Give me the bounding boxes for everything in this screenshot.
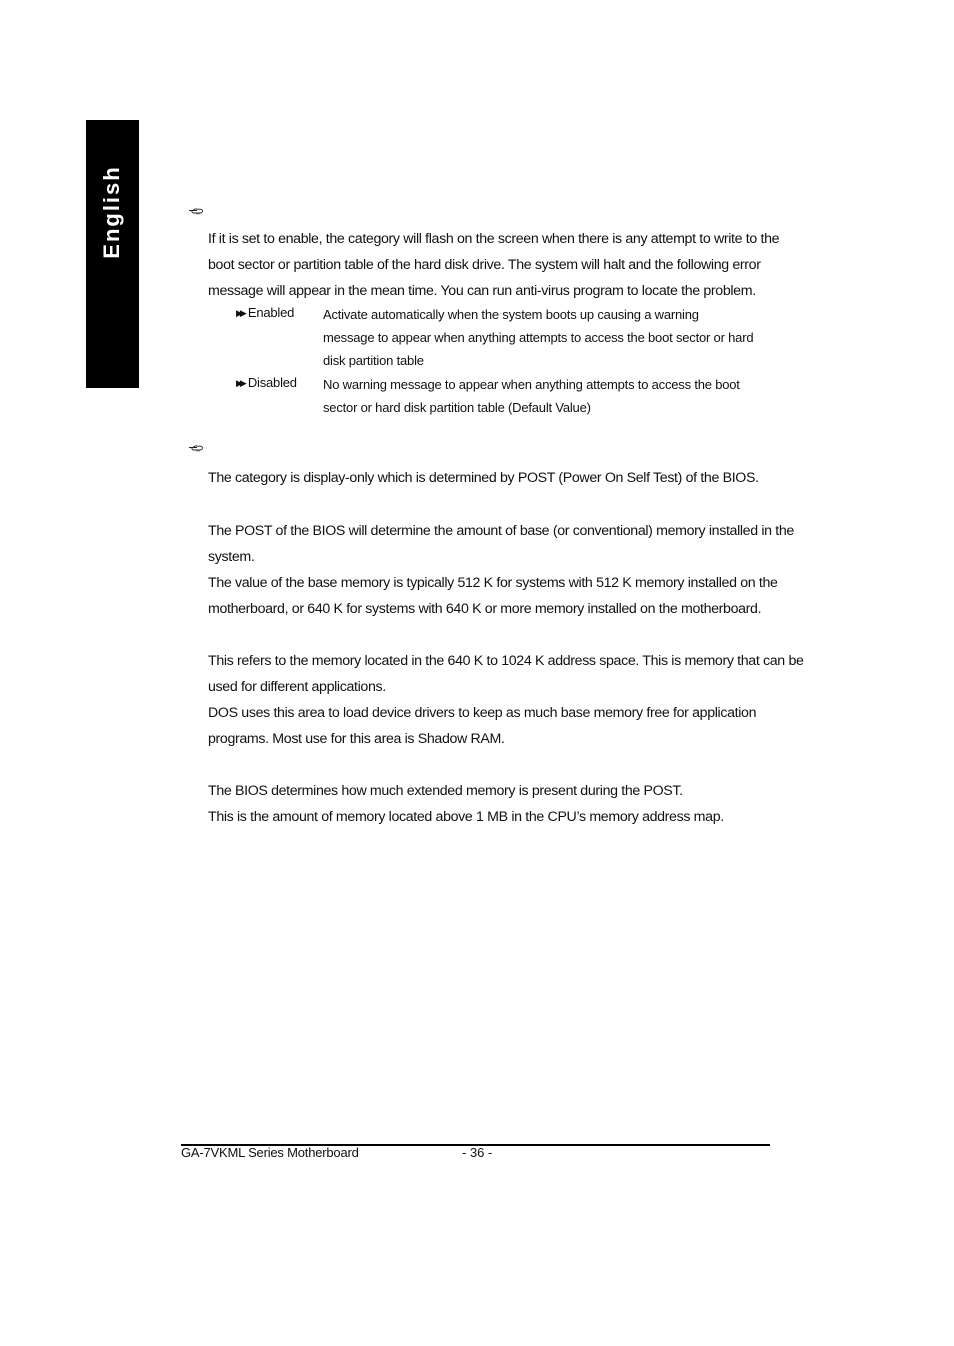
upper-memory-paragraph — [208, 648, 804, 752]
text-line: message to appear when anything attempts to access the boot sector or hard — [323, 330, 754, 345]
bios-virus-warning-description — [208, 226, 780, 304]
option-label: ▶▶ Disabled — [236, 375, 297, 390]
option-disabled-description — [323, 373, 768, 419]
double-arrow-icon: ▶▶ — [236, 308, 244, 318]
text-line: The category is display-only which is determined by POST (Power On Self Test) of the BIOS. — [208, 470, 759, 486]
text-line: system. — [208, 549, 255, 565]
display-only-category-note — [208, 465, 776, 491]
text-line: If it is set to enable, the category will flash on the screen when there is any attempt to write to the — [208, 231, 780, 247]
text-line: programs. Most use for this area is Shadow RAM. — [208, 731, 505, 747]
text-line: The BIOS determines how much extended memory is present during the POST. — [208, 783, 683, 799]
text-line: DOS uses this area to load device drivers to keep as much base memory free for application — [208, 705, 757, 721]
text-line: disk partition table — [323, 353, 424, 368]
text-line: No warning message to appear when anything attempts to access the boot — [323, 377, 740, 392]
text-line: The POST of the BIOS will determine the amount of base (or conventional) memory installed in the — [208, 523, 794, 539]
option-label: ▶▶ Enabled — [236, 305, 295, 320]
footer-product-name: GA-7VKML Series Motherboard — [181, 1145, 359, 1160]
hand-pointer-icon — [188, 443, 204, 453]
language-side-tab — [86, 120, 139, 388]
text-line: This is the amount of memory located above 1 MB in the CPU’s memory address map. — [208, 809, 724, 825]
option-enabled-description — [323, 303, 768, 372]
text-line: The value of the base memory is typically 512 K for systems with 512 K memory installed on the — [208, 575, 778, 591]
double-arrow-icon: ▶▶ — [236, 378, 244, 388]
hand-pointer-icon — [188, 206, 204, 216]
footer-page-number: - 36 - — [462, 1145, 493, 1160]
base-memory-paragraph — [208, 518, 794, 622]
text-line: message will appear in the mean time. You can run anti-virus program to locate the problem. — [208, 283, 756, 299]
text-line: sector or hard disk partition table (Default Value) — [323, 400, 591, 415]
text-line: This refers to the memory located in the 640 K to 1024 K address space. This is memory that can be — [208, 653, 804, 669]
text-line: used for different applications. — [208, 679, 386, 695]
extended-memory-paragraph — [208, 778, 776, 830]
text-line: Activate automatically when the system boots up causing a warning — [323, 307, 699, 322]
text-line: motherboard, or 640 K for systems with 640 K or more memory installed on the motherboard. — [208, 601, 762, 617]
text-line: boot sector or partition table of the hard disk drive. The system will halt and the following error — [208, 257, 761, 273]
language-tab-label: English — [99, 165, 124, 259]
